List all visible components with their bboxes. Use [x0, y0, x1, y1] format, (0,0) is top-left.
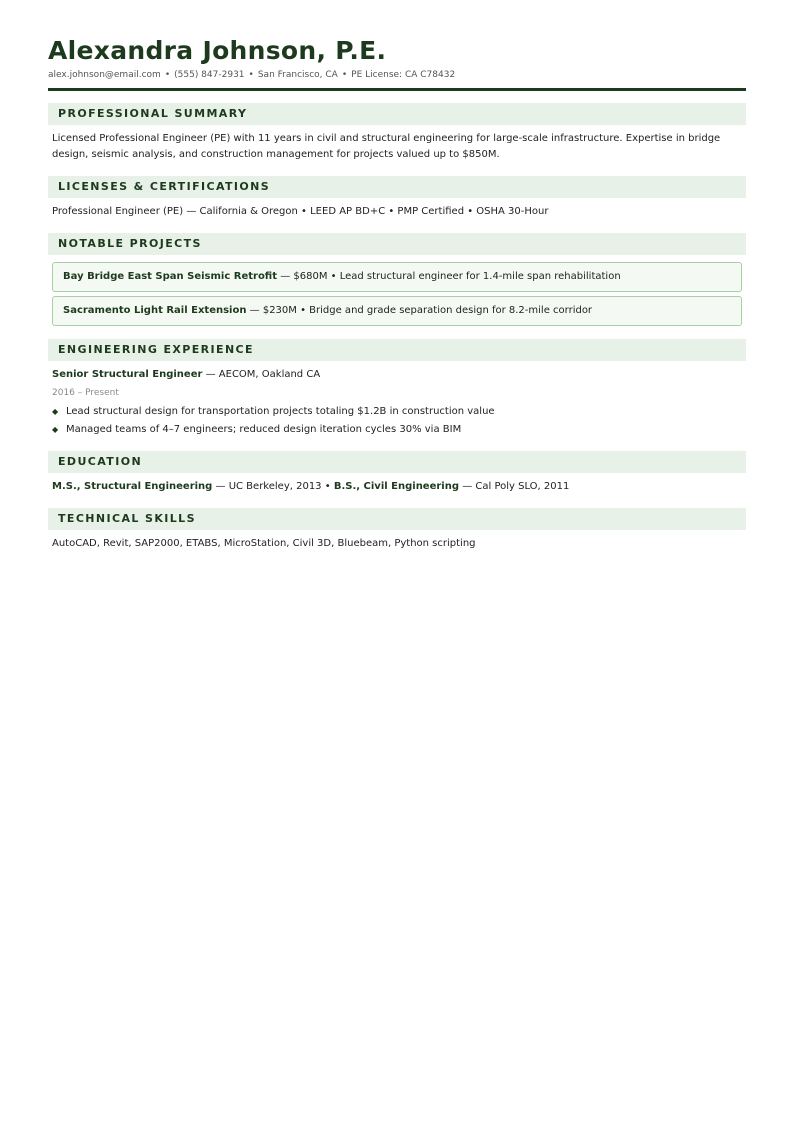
section-heading: LICENSES & CERTIFICATIONS [48, 176, 746, 198]
job-header [52, 367, 742, 383]
contact-email: alex.johnson@email.com [48, 70, 161, 80]
candidate-name: Alexandra Johnson, P.E. [48, 36, 387, 65]
list-item [52, 404, 742, 420]
summary-text: Licensed Professional Engineer (PE) with 11 years in civil and structural engineering for large-scale infrastructure. Expertise in bridge design, seismic analysis, and construction management for projects valued up to $850M. [52, 133, 721, 160]
contact-location: San Francisco, CA [257, 70, 338, 80]
section-heading: NOTABLE PROJECTS [48, 233, 746, 255]
bullet-text: Managed teams of 4–7 engineers; reduced design iteration cycles 30% via BIM [66, 424, 462, 435]
degree: B.S., Civil Engineering [333, 481, 460, 492]
school: — UC Berkeley, 2013 [212, 481, 322, 492]
bullet-icon: ◆ [52, 425, 59, 434]
contact-separator: • [248, 70, 254, 80]
project-card [52, 262, 742, 292]
contact-line [48, 69, 746, 81]
job-entry [48, 361, 746, 438]
education-text [48, 473, 746, 495]
bullet-text: Lead structural design for transportation projects totaling $1.2B in construction value [66, 406, 495, 417]
header-divider [48, 88, 746, 91]
projects-section [48, 233, 746, 326]
project-detail: — $230M • Bridge and grade separation design for 8.2-mile corridor [246, 305, 593, 316]
job-dates: 2016 – Present [52, 388, 119, 398]
school: — Cal Poly SLO, 2011 [459, 481, 570, 492]
licenses-text: Professional Engineer (PE) — California & Oregon • LEED AP BD+C • PMP Certified • OSHA 30-Hour [52, 206, 549, 217]
experience-section [48, 339, 746, 438]
contact-separator: • [164, 70, 171, 80]
bullet-icon: ◆ [52, 407, 59, 416]
contact-license: PE License: CA C78432 [351, 70, 456, 80]
contact-phone: (555) 847-2931 [174, 70, 245, 80]
section-heading: ENGINEERING EXPERIENCE [48, 339, 746, 361]
licenses-section [48, 176, 746, 220]
section-heading: EDUCATION [48, 451, 746, 473]
job-company: — AECOM, Oakland CA [202, 369, 321, 380]
section-heading: TECHNICAL SKILLS [48, 508, 746, 530]
education-separator: • [321, 481, 334, 492]
skills-section [48, 508, 746, 552]
project-name: Bay Bridge East Span Seismic Retrofit [63, 271, 278, 282]
list-item [52, 422, 742, 438]
project-name: Sacramento Light Rail Extension [63, 305, 247, 316]
degree: M.S., Structural Engineering [52, 481, 213, 492]
projects-list [48, 255, 746, 326]
project-card [52, 296, 742, 326]
job-bullets [52, 404, 742, 438]
contact-separator: • [341, 70, 348, 80]
section-heading: PROFESSIONAL SUMMARY [48, 103, 746, 125]
education-section [48, 451, 746, 495]
summary-section [48, 103, 746, 163]
job-title: Senior Structural Engineer [52, 369, 203, 380]
skills-text: AutoCAD, Revit, SAP2000, ETABS, MicroStation, Civil 3D, Bluebeam, Python scripting [52, 538, 476, 549]
project-detail: — $680M • Lead structural engineer for 1.4-mile span rehabilitation [277, 271, 621, 282]
